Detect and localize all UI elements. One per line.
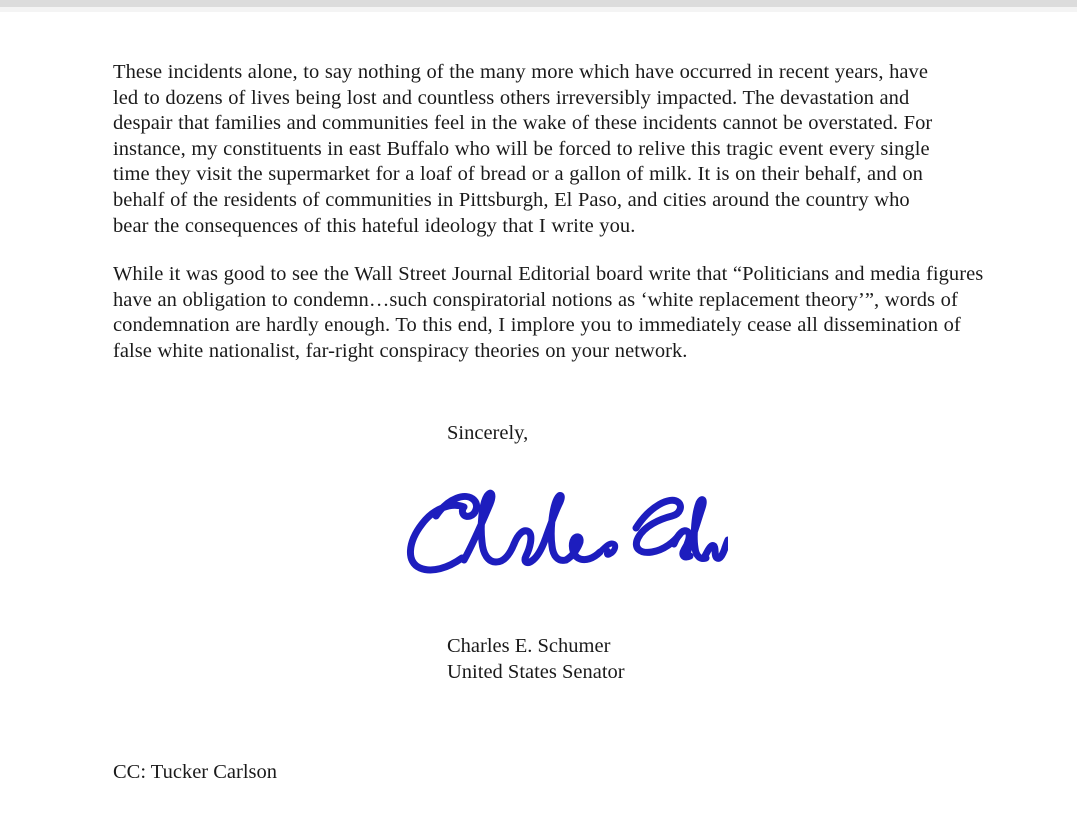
signature-image bbox=[378, 482, 728, 597]
closing-salutation: Sincerely, bbox=[447, 422, 529, 444]
signature-strokes bbox=[378, 482, 728, 597]
signer-name: Charles E. Schumer bbox=[447, 635, 611, 657]
letter-body bbox=[113, 60, 985, 388]
cc-line: CC: Tucker Carlson bbox=[113, 761, 278, 783]
signer-title: United States Senator bbox=[447, 661, 625, 683]
scan-top-strip bbox=[0, 0, 1077, 7]
scan-top-strip-fade bbox=[0, 7, 1077, 12]
body-paragraph-2: While it was good to see the Wall Street Journal Editorial board write that “Politicians and media figures have an obligation to condemn…such conspiratorial notions as ‘white replacement theory’”, words of condemnation are hardly enough. To this end, I implore you to immediately cease all dissemination of false white nationalist, far-right conspiracy theories on your network. bbox=[113, 263, 984, 362]
signature-block bbox=[447, 633, 625, 685]
body-paragraph-1: These incidents alone, to say nothing of the many more which have occurred in recent years, have led to dozens of lives being lost and countless others irreversibly impacted. The devastation and despair that families and communities feel in the wake of these incidents cannot be overstated. For instance, my constituents in east Buffalo who will be forced to relive this tragic event every single time they visit the supermarket for a loaf of bread or a gallon of milk. It is on their behalf, and on behalf of the residents of communities in Pittsburgh, El Paso, and cities around the country who bear the consequences of this hateful ideology that I write you. bbox=[113, 61, 933, 237]
